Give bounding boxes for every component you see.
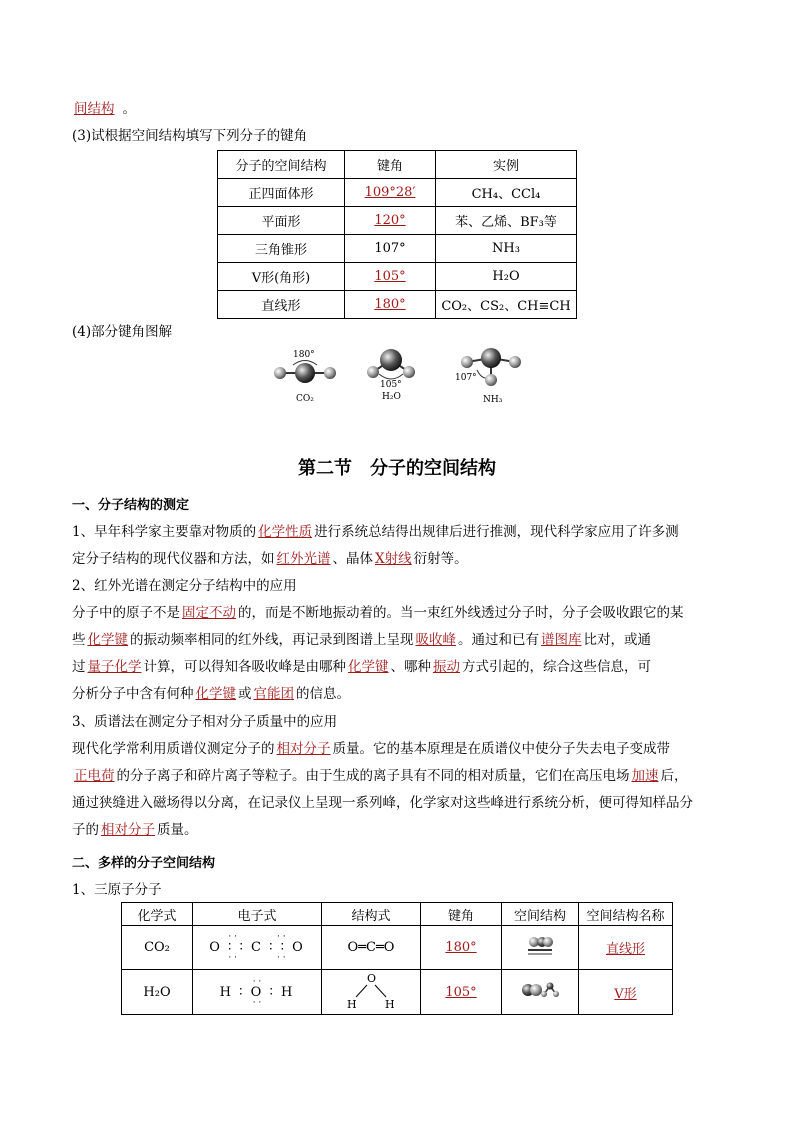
answer-blank: X射线 [375,551,412,567]
table-header: 空间结构名称 [579,903,673,926]
table-header: 键角 [421,903,502,926]
table-row: V形(角形) 105° H₂O [218,263,577,291]
paragraph-line: 分析分子中含有何种 化学键 或 官能团 的信息。 [72,686,350,702]
answer-blank: 正电荷 [74,768,115,784]
answer-blank: 105° [374,269,406,284]
co2-angle-label: 180° [293,350,315,360]
answer-blank: 化学键 [195,686,236,702]
paragraph-line: 分子中的原子不是 固定不动 的，而是不断地振动着的。当一束红外线透过分子时，分子会吸收跟它的某 [72,605,684,621]
answer-blank: 相对分子 [101,822,155,838]
table-row: 正四面体形 109°28′ CH₄、CCl₄ [218,179,577,207]
question-3: (3)试根据空间结构填写下列分子的键角 [72,128,308,144]
answer-blank: 化学键 [348,659,389,675]
answer-blank: 官能团 [253,686,294,702]
paragraph-line: 通过狭缝进入磁场得以分离，在记录仪上呈现一系列峰，化学家对这些峰进行系统分析，便可得知样品分 [72,795,693,811]
answer-blank: 谱图库 [541,632,582,648]
svg-text:H: H [347,998,357,1010]
nh3-formula-label: NH₃ [483,395,503,405]
model-cell [502,970,579,1015]
table-header: 键角 [345,151,436,179]
table-row: 三角锥形 107° NH₃ [218,235,577,263]
answer-blank: 180° [445,940,477,955]
answer-blank: 120° [374,213,406,228]
question-4: (4)部分键角图解 [72,324,173,340]
answer-blank: 直线形 [605,942,645,957]
answer-blank: 相对分子 [276,741,331,757]
answer-blank: 吸收峰 [415,632,456,648]
v-shape-model-icon [518,978,562,1002]
answer-blank: 量子化学 [87,659,142,675]
subheading: 2、红外光谱在测定分子结构中的应用 [72,578,297,594]
answer-blank: V形 [614,986,637,1002]
part2-heading: 二、多样的分子空间结构 [72,856,216,871]
nh3-model [455,348,521,405]
structural-formula [322,970,421,1015]
h2o-angle-label: 105° [380,380,402,390]
table-row: 平面形 120° 苯、乙烯、BF₃等 [218,207,577,235]
linear-model-icon [520,934,560,958]
section-title: 第二节 分子的空间结构 [298,458,496,479]
table-header: 结构式 [322,903,421,926]
co2-formula-label: CO₂ [296,394,314,404]
table-row: H₂O · · H ∶ O ∶ H · · O H H 105° V形 [122,970,673,1015]
answer-blank: 化学性质 [258,524,313,540]
paragraph-line: 子的 相对分子 质量。 [72,822,198,838]
prev-answer-line: 间结构 。 [74,101,136,117]
answer-blank: 加速 [631,768,659,784]
paragraph-line: 定分子结构的现代仪器和方法，如 红外光谱 、晶体 X射线 衍射等。 [72,551,468,567]
table-header: 空间结构 [502,903,579,926]
model-cell [502,926,579,970]
answer-blank: 振动 [433,659,460,675]
answer-blank: 化学键 [87,632,128,648]
co2-model [274,350,336,404]
subheading: 1、三原子分子 [72,882,162,898]
svg-text:O: O [367,972,377,985]
table-row: CO₂ · · · · O ∶ ∶ C ∶ ∶ O · · · · O═C═O 180° 直线形 [122,926,673,970]
paragraph-line: 正电荷 的分子离子和碎片离子等粒子。由于生成的离子具有不同的相对质量，它们在高压电场 加速 后， [74,768,688,784]
paragraph-line: 现代化学常利用质谱仪测定分子的 相对分子 质量。它的基本原理是在质谱仪中使分子失去电子变成带 [72,741,670,757]
electron-formula: · · H ∶ O ∶ H · · [193,970,322,1015]
answer-blank: 固定不动 [182,605,236,621]
answer-blank: 180° [374,297,406,312]
table-header: 电子式 [193,903,322,926]
subheading: 3、质谱法在测定分子相对分子质量中的应用 [72,714,338,730]
answer-blank: 间结构 [74,101,115,117]
bond-angle-table [217,150,577,319]
svg-text:H: H [385,998,395,1010]
h2o-formula-label: H₂O [382,392,401,402]
answer-blank: 105° [445,984,477,1000]
paragraph-line: 些 化学键 的振动频率相同的红外线，再记录到图谱上呈现 吸收峰 。通过和已有 谱图库 比对，或通 [72,632,651,648]
paragraph-line: 过 量子化学 计算，可以得知各吸收峰是由哪种 化学键 、哪种 振动 方式引起的，综合这些信息，可 [72,659,651,675]
part1-heading: 一、分子结构的测定 [72,498,190,513]
answer-blank: 109°28′ [364,185,416,200]
table-row: 直线形 180° CO₂、CS₂、CH≡CH [218,291,577,319]
answer-blank: 红外光谱 [276,551,331,567]
table-header: 实例 [436,151,577,179]
triatomic-table [121,902,673,1015]
h2o-model [367,349,415,402]
table-header: 分子的空间结构 [218,151,345,179]
nh3-angle-label: 107° [455,373,477,383]
paragraph-line: 1、早年科学家主要靠对物质的 化学性质 进行系统总结得出规律后进行推测，现代科学家应用了许多测 [72,524,679,540]
table-header: 化学式 [122,903,193,926]
bond-angle-figure [265,340,535,410]
electron-formula: · · · · O ∶ ∶ C ∶ ∶ O · · · · [193,926,322,970]
